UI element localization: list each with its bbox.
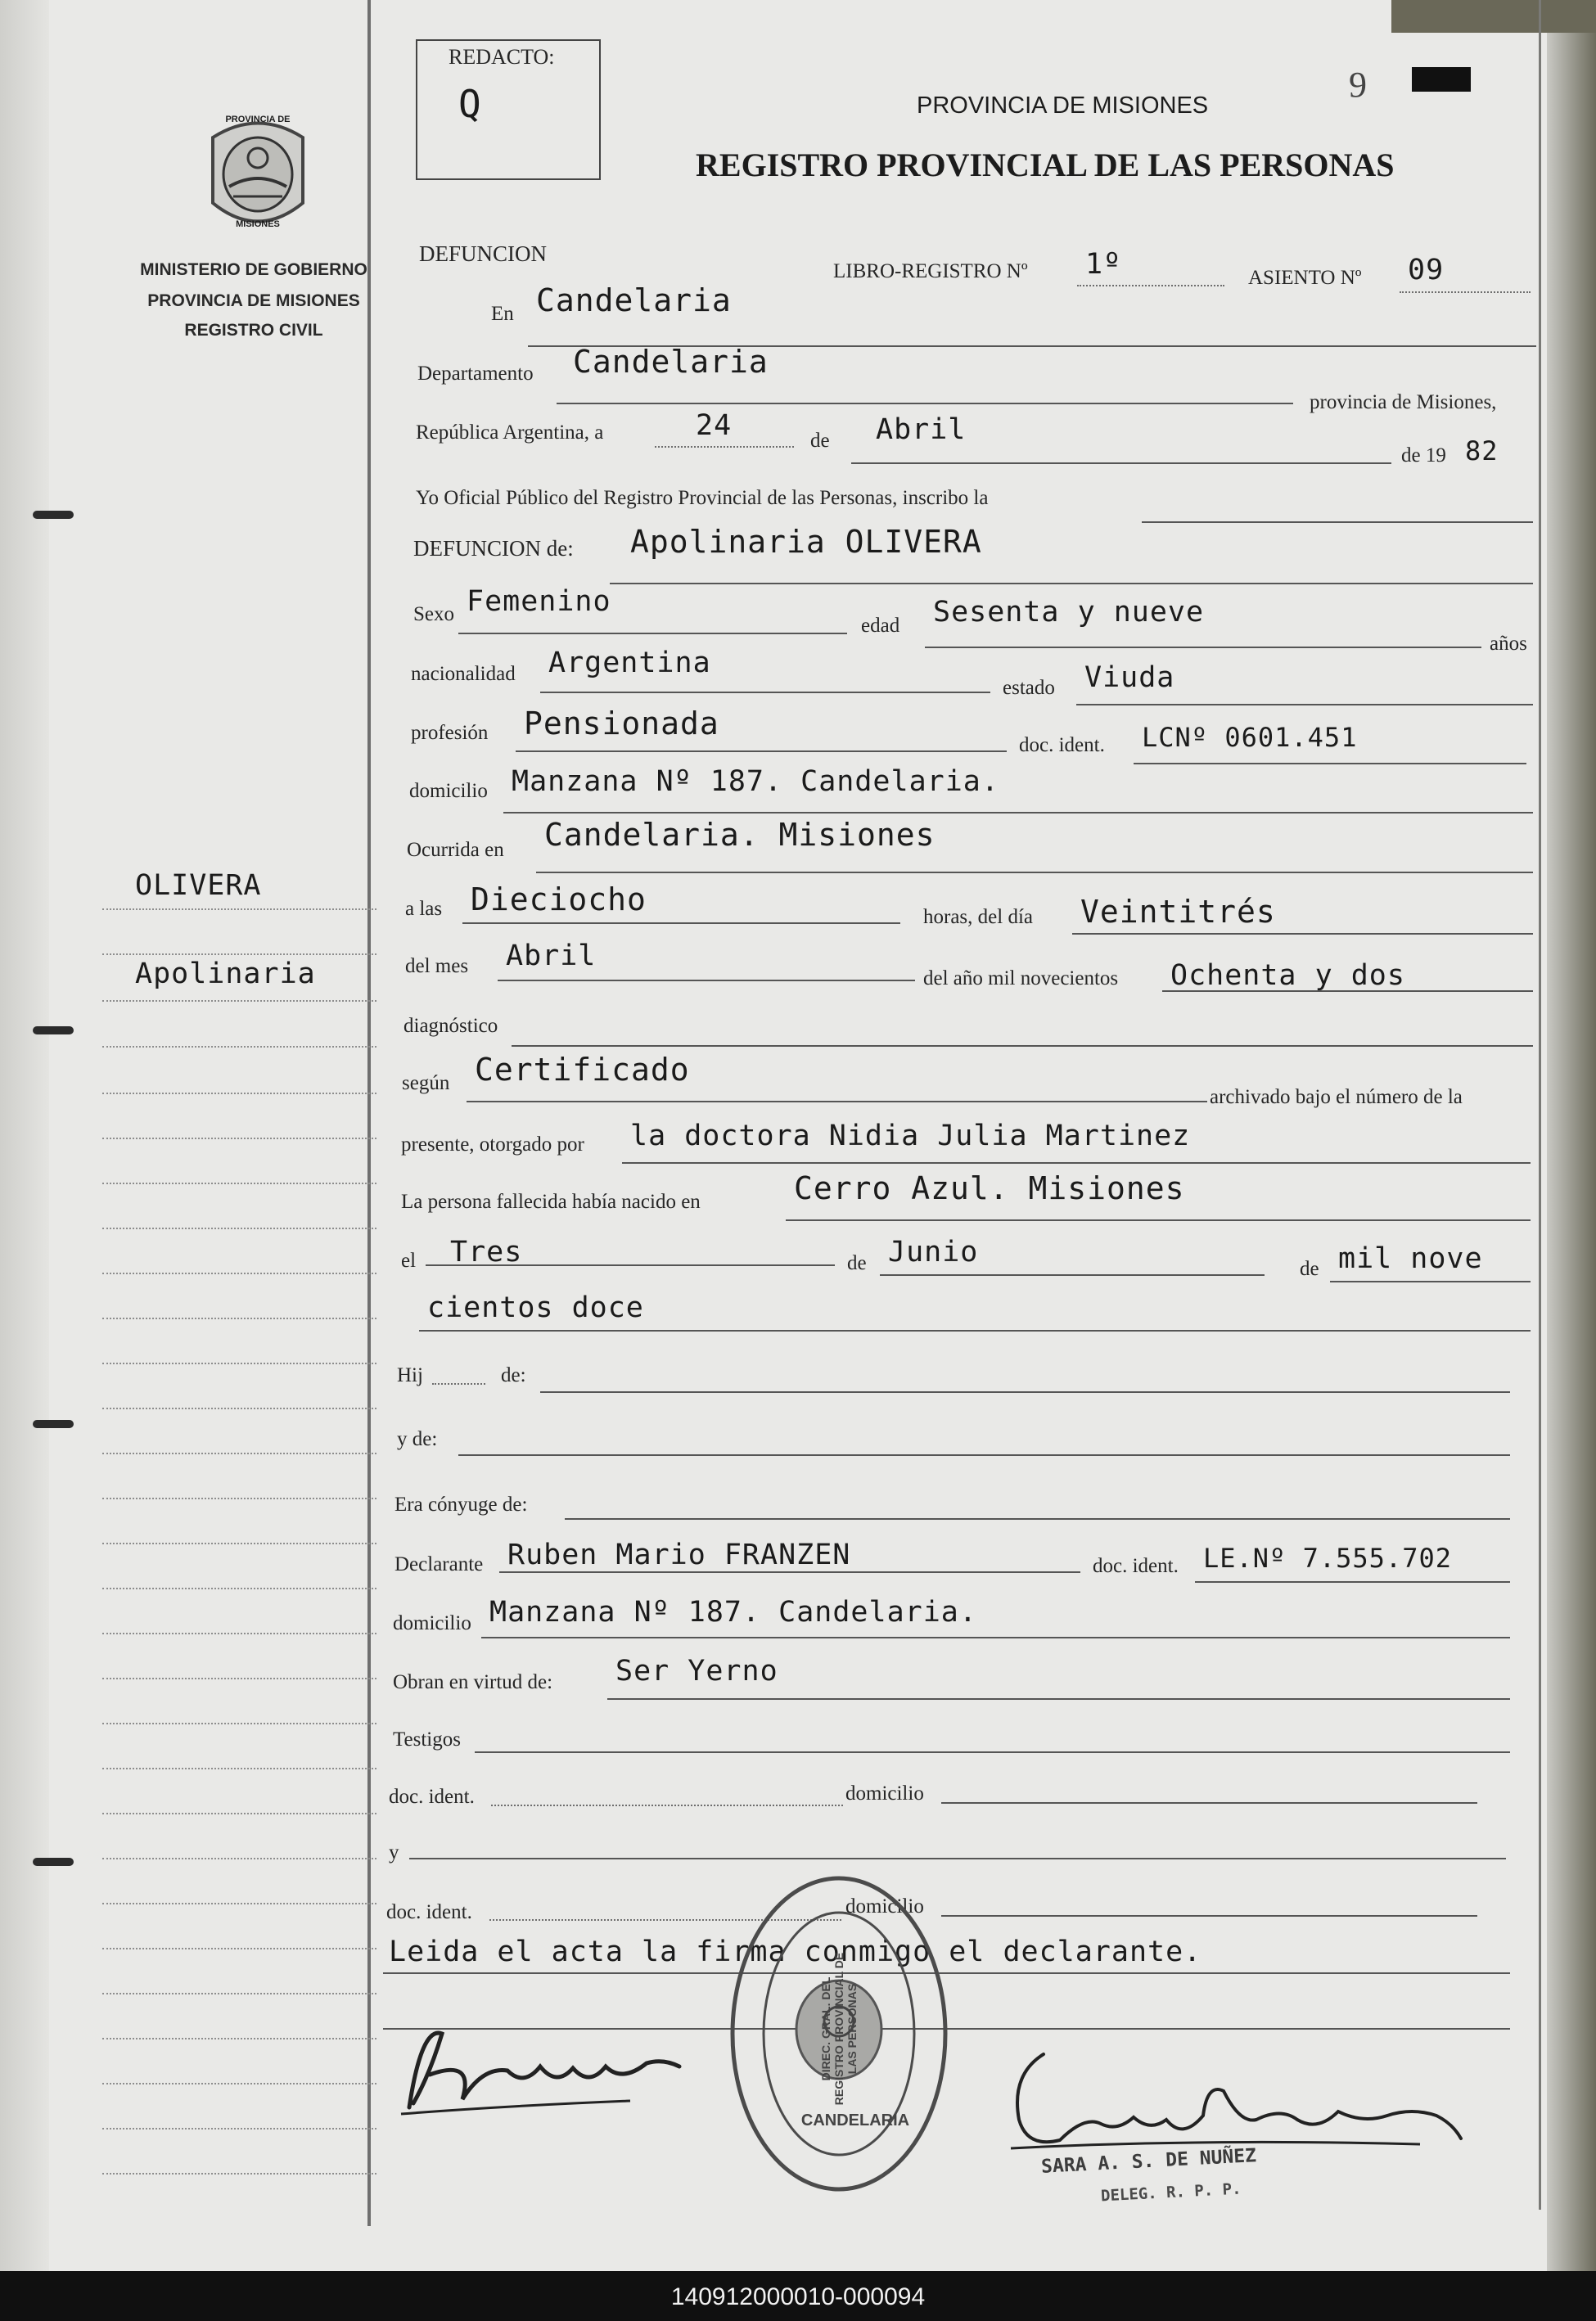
birth-day-value: Tres <box>450 1236 523 1269</box>
page-right-edge <box>1547 0 1596 2271</box>
declarante-label: Declarante <box>394 1553 484 1575</box>
a-las-label: a las <box>405 898 443 920</box>
archivado-label: archivado bajo el número de la <box>1210 1086 1463 1108</box>
hij-label: Hij <box>397 1364 423 1386</box>
closing-statement: Leida el acta la firma conmigo el declarante. <box>389 1936 1202 1968</box>
margin-given-name: Apolinaria <box>135 958 316 990</box>
year-value: 82 <box>1465 435 1499 466</box>
doc-ident-label: doc. ident. <box>1019 734 1105 756</box>
declarante-doc-label: doc. ident. <box>1093 1555 1179 1577</box>
binder-ring <box>33 1858 74 1866</box>
a-las-value: Dieciocho <box>471 881 647 917</box>
page-number: 9 <box>1349 65 1367 105</box>
testigo-2-domicilio-label: domicilio <box>845 1895 924 1918</box>
libro-value: 1º <box>1085 248 1122 281</box>
y-de-label: y de: <box>397 1428 438 1450</box>
officer-name: SARA A. S. DE NUÑEZ <box>1040 2145 1257 2178</box>
testigo-y-label: y <box>389 1841 399 1864</box>
ministry-line-3: REGISTRO CIVIL <box>184 321 323 340</box>
stamp-ring-text: DIREC. GRAL. DEL REGISTRO PROVINCIAL DE LAS PERSONAS <box>819 1952 859 2106</box>
ministry-line-1: MINISTERIO DE GOBIERNO <box>140 260 367 279</box>
nacionalidad-label: nacionalidad <box>411 663 516 685</box>
declarante-doc-value: LE.Nº 7.555.702 <box>1203 1543 1452 1574</box>
arms-top-text: PROVINCIA DE <box>225 115 291 124</box>
act-type-label: DEFUNCION <box>419 241 548 266</box>
birth-month-value: Junio <box>888 1236 979 1269</box>
redacted-mark <box>1412 67 1471 92</box>
nacido-value: Cerro Azul. Misiones <box>794 1170 1185 1206</box>
en-label: En <box>491 303 514 325</box>
segun-value: Certificado <box>475 1052 690 1088</box>
asiento-label: ASIENTO Nº <box>1248 267 1362 289</box>
declarante-domicilio-value: Manzana Nº 187. Candelaria. <box>489 1596 977 1629</box>
departamento-label: Departamento <box>417 363 534 385</box>
anio-value: Ochenta y dos <box>1170 959 1405 992</box>
binder-ring <box>33 1420 74 1428</box>
officer-title: DELEG. R. P. P. <box>1100 2179 1242 2206</box>
testigos-label: Testigos <box>393 1728 461 1751</box>
birth-de-label: de <box>847 1252 867 1274</box>
de-label: de <box>810 430 830 452</box>
presente-value: la doctora Nidia Julia Martinez <box>630 1120 1191 1152</box>
redacto-label: REDACTO: <box>449 45 555 69</box>
edad-value: Sesenta y nueve <box>933 596 1205 629</box>
conyuge-label: Era cónyuge de: <box>394 1494 528 1516</box>
nacido-label: La persona fallecida había nacido en <box>401 1191 701 1213</box>
domicilio-label: domicilio <box>409 780 488 802</box>
edad-label: edad <box>861 615 900 637</box>
estado-label: estado <box>1003 677 1055 699</box>
ocurrida-value: Candelaria. Misiones <box>544 817 936 853</box>
anio-label: del año mil novecientos <box>923 967 1119 989</box>
birth-year-value-1: mil nove <box>1338 1242 1483 1275</box>
document-id: 140912000010-000094 <box>670 2283 926 2310</box>
binder-edge <box>0 0 49 2271</box>
obran-value: Ser Yerno <box>615 1655 778 1688</box>
signature-left-icon <box>385 2009 696 2124</box>
domicilio-value: Manzana Nº 187. Candelaria. <box>512 765 999 798</box>
ministry-line-2: PROVINCIA DE MISIONES <box>147 291 360 310</box>
el-label: el <box>401 1250 417 1272</box>
arms-bottom-text: MISIONES <box>236 219 280 229</box>
anos-label: años <box>1490 633 1527 655</box>
month-value: Abril <box>876 413 967 446</box>
sexo-value: Femenino <box>467 585 611 618</box>
day-value: 24 <box>696 409 733 442</box>
en-value: Candelaria <box>536 282 732 318</box>
declarante-value: Ruben Mario FRANZEN <box>507 1539 851 1571</box>
form-right-border <box>1539 0 1541 2210</box>
segun-label: según <box>402 1072 450 1094</box>
obran-label: Obran en virtud de: <box>393 1671 553 1693</box>
diagnostico-label: diagnóstico <box>404 1015 498 1037</box>
oficial-text: Yo Oficial Público del Registro Provincial de las Personas, inscribo la <box>416 487 989 509</box>
sexo-label: Sexo <box>413 603 454 625</box>
binder-ring <box>33 1026 74 1034</box>
nacionalidad-value: Argentina <box>548 647 711 679</box>
registry-title: REGISTRO PROVINCIAL DE LAS PERSONAS <box>696 146 1395 183</box>
asiento-value: 09 <box>1408 254 1445 286</box>
republica-label: República Argentina, a <box>416 421 604 444</box>
hij-de-label: de: <box>501 1364 526 1386</box>
provincia-suffix: provincia de Misiones, <box>1310 391 1497 413</box>
birth-de-label-2: de <box>1300 1258 1319 1280</box>
departamento-value: Candelaria <box>573 344 769 380</box>
province-title: PROVINCIA DE MISIONES <box>917 92 1209 119</box>
dia-value: Veintitrés <box>1080 894 1276 930</box>
redacto-value: Q <box>458 82 482 126</box>
horas-label: horas, del día <box>923 906 1033 928</box>
profesion-label: profesión <box>411 722 489 744</box>
defuncion-de-label: DEFUNCION de: <box>413 536 574 561</box>
page-top-corner <box>1391 0 1596 33</box>
doc-ident-value: LCNº 0601.451 <box>1142 722 1358 753</box>
declarante-domicilio-label: domicilio <box>393 1612 471 1634</box>
libro-label: LIBRO-REGISTRO Nº <box>833 260 1028 282</box>
testigo-doc-label: doc. ident. <box>389 1786 475 1808</box>
ocurrida-label: Ocurrida en <box>407 839 504 861</box>
estado-value: Viuda <box>1084 661 1175 694</box>
mes-value: Abril <box>506 940 597 972</box>
margin-surname: OLIVERA <box>135 869 262 902</box>
presente-label: presente, otorgado por <box>401 1133 584 1156</box>
birth-year-value-2: cientos doce <box>427 1291 644 1324</box>
binder-ring <box>33 511 74 519</box>
year-label: de 19 <box>1401 444 1446 466</box>
stamp-center-text: CANDELARIA <box>800 2111 910 2129</box>
del-mes-label: del mes <box>405 955 469 977</box>
profesion-value: Pensionada <box>524 705 719 741</box>
testigo-domicilio-label: domicilio <box>845 1782 924 1805</box>
testigo-2-doc-label: doc. ident. <box>386 1901 472 1923</box>
deceased-name: Apolinaria OLIVERA <box>630 524 982 560</box>
